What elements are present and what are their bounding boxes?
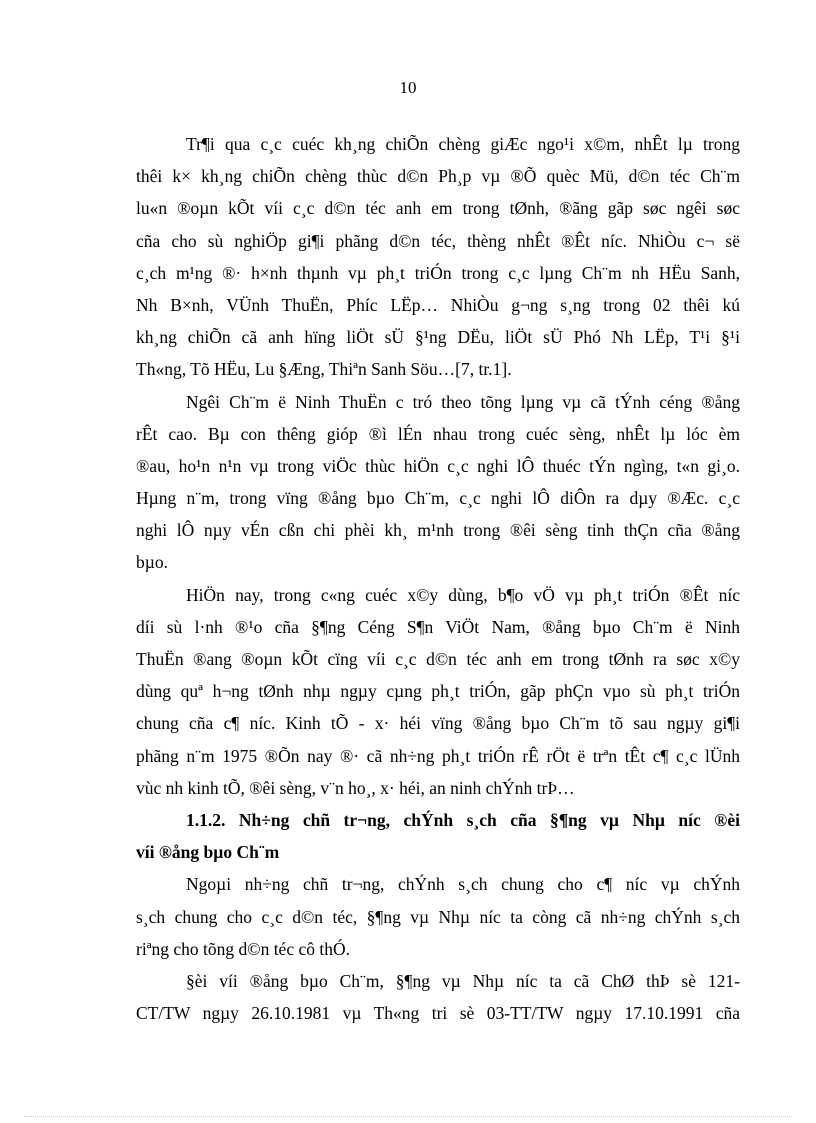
text-line: Th«ng, Tõ HËu, Lu §Æng, Thiªn Sanh Söu…[7, tr.1]. xyxy=(136,359,512,380)
text-line: chung cña c¶ níc. Kinh tÕ - x· héi vïng ®ång bµo Ch¨m tõ sau ngµy gi¶i xyxy=(136,713,740,734)
text-line: Tr¶i qua c¸c cuéc kh¸ng chiÕn chèng giÆc ngo¹i x©m, nhÊt lµ trong xyxy=(186,134,740,154)
text-line: §èi víi ®ång bµo Ch¨m, §¶ng vµ Nhµ níc ta cã ChØ thÞ sè 121- xyxy=(186,970,740,991)
text-line: vùc nh kinh tÕ, ®êi sèng, v¨n ho¸, x· héi, an ninh chÝnh trÞ… xyxy=(136,777,575,798)
body-text xyxy=(136,128,740,1029)
text-line: Ngoµi nh÷ng chñ tr¬ng, chÝnh s¸ch chung cho c¶ níc vµ chÝnh xyxy=(186,874,740,895)
text-line: thêi k× kh¸ng chiÕn chèng thùc d©n Ph¸p vµ ®Õ quèc Mü, d©n téc Ch¨m xyxy=(136,166,740,187)
text-line: Ngêi Ch¨m ë Ninh ThuËn c tró theo tõng lµng vµ cã tÝnh céng ®ång xyxy=(186,391,740,412)
text-line: c¸ch m¹ng ®· h×nh thµnh vµ ph¸t triÓn trong c¸c lµng Ch¨m nh HËu Sanh, xyxy=(136,262,740,283)
text-line: bµo. xyxy=(136,552,168,573)
text-line: HiÖn nay, trong c«ng cuéc x©y dùng, b¶o vÖ vµ ph¸t triÓn ®Êt níc xyxy=(186,584,740,605)
text-line: dùng quª h¬ng tØnh nhµ ngµy cµng ph¸t triÓn, gãp phÇn vµo sù ph¸t triÓn xyxy=(136,681,740,702)
text-line: Nh B×nh, VÜnh ThuËn, Phíc LËp… NhiÒu g¬ng s¸ng trong 02 thêi kú xyxy=(136,294,740,315)
text-line: nghi lÔ nµy vÉn cßn chi phèi kh¸ m¹nh trong ®êi sèng tinh thÇn cña ®ång xyxy=(136,520,740,541)
text-line: lu«n ®oµn kÕt víi c¸c d©n téc anh em trong tØnh, ®ãng gãp søc ngêi søc xyxy=(136,198,740,219)
text-line: CT/TW ngµy 26.10.1981 vµ Th«ng tri sè 03-TT/TW ngµy 17.10.1991 cña xyxy=(136,1003,740,1024)
text-line: phãng n¨m 1975 ®Õn nay ®· cã nh÷ng ph¸t triÓn rÊ rÖt ë trªn tÊt c¶ c¸c lÜnh xyxy=(136,745,740,766)
text-line: ThuËn ®ang ®oµn kÕt cïng víi c¸c d©n téc anh em trong tØnh ra søc x©y xyxy=(136,649,740,669)
text-line: riªng cho tõng d©n téc cô thÓ. xyxy=(136,938,350,959)
text-line: ®au, ho¹n n¹n vµ trong viÖc thùc hiÖn c¸c nghi lÔ thuéc tÝn ngìng, t«n gi¸o. xyxy=(136,455,740,476)
page-bottom-border xyxy=(24,1116,792,1117)
text-line: kh¸ng chiÕn cã anh hïng liÖt sÜ §¹ng DËu, liÖt sÜ Phó Nh LËp, T¹i §¹i xyxy=(136,327,740,348)
text-line: Hµng n¨m, trong vïng ®ång bµo Ch¨m, c¸c nghi lÔ diÔn ra dµy ®Æc. c¸c xyxy=(136,488,740,509)
text-line: s¸ch chung cho c¸c d©n téc, §¶ng vµ Nhµ níc ta còng cã nh÷ng chÝnh s¸ch xyxy=(136,906,740,927)
text-line: cña cho sù nghiÖp gi¶i phãng d©n téc, thèng nhÊt ®Êt níc. NhiÒu c¬ së xyxy=(136,230,740,251)
text-line: 1.1.2. Nh÷ng chñ tr¬ng, chÝnh s¸ch cña §¶ng vµ Nhµ níc ®èi xyxy=(186,809,740,830)
text-line: víi ®ång bµo Ch¨m xyxy=(136,842,280,863)
text-line: díi sù l·nh ®¹o cña §¶ng Céng S¶n ViÖt Nam, ®ång bµo Ch¨m ë Ninh xyxy=(136,616,740,637)
text-line: rÊt cao. Bµ con thêng gióp ®ì lÉn nhau trong cuéc sèng, nhÊt lµ lóc èm xyxy=(136,423,740,444)
page-number: 10 xyxy=(399,78,417,97)
